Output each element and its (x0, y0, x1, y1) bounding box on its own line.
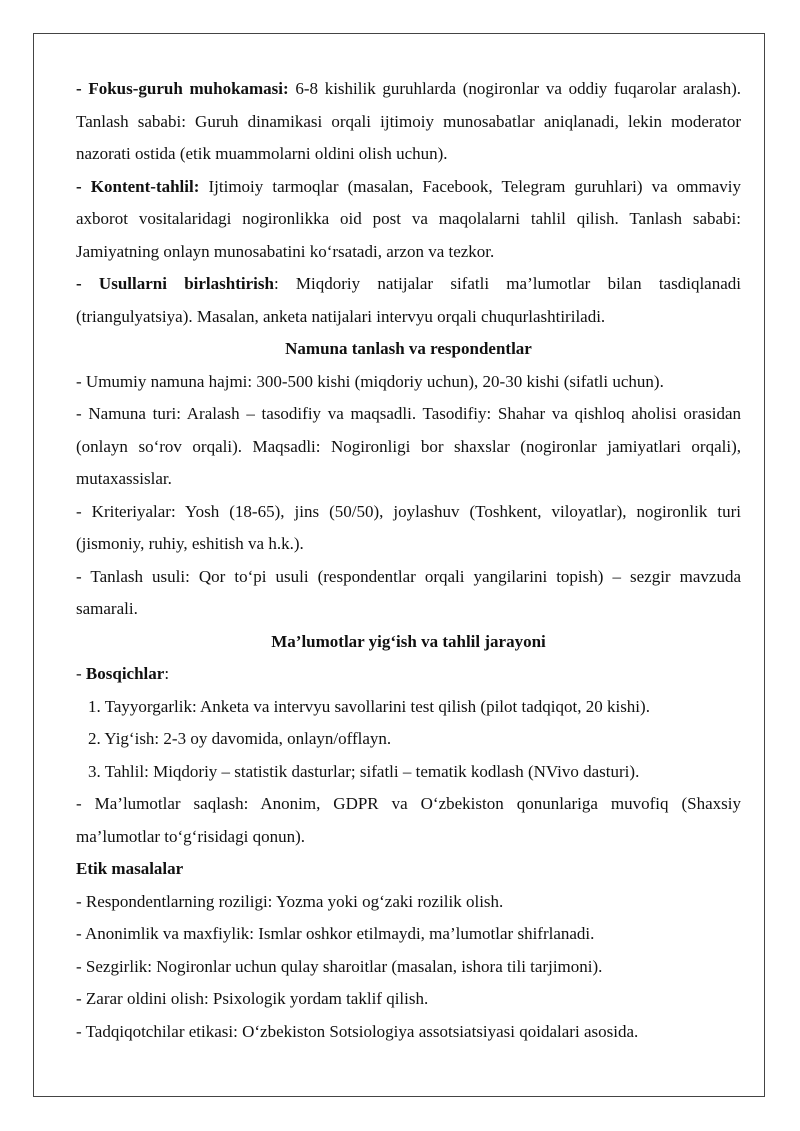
ethics-item: - Respondentlarning roziligi: Yozma yoki og‘zaki rozilik olish. (76, 891, 504, 911)
sample-item: - Tanlash usuli: Qor to‘pi usuli (respondentlar orqali yangilarini topish) – sezgir mavzuda samarali. (76, 566, 741, 618)
ethics-item: - Zarar oldini olish: Psixologik yordam taklif qilish. (76, 989, 429, 1008)
section-heading-process: Ma’lumotlar yig‘ish va tahlil jarayoni (271, 631, 546, 651)
ethics-item: - Tadqiqotchilar etikasi: O‘zbekiston Sotsiologiya assotsiatsiyasi qoidalari asosida. (76, 1021, 639, 1041)
document-body (76, 73, 741, 1048)
stages-label: - Bosqichlar: (76, 664, 170, 683)
method-term: Usullarni birlashtirish (98, 274, 274, 293)
method-focus-group: - Fokus-guruh muhokamasi: 6-8 kishilik guruhlarda (nogironlar va oddiy fuqarolar aralash). Tanlash sababi: Guruh dinamikasi orqali ijtimoiy munosabatlar aniqlanadi, lekin moderator nazorati ostida (etik muammolarni oldini olish uchun). (76, 79, 741, 163)
storage-item: - Ma’lumotlar saqlash: Anonim, GDPR va O‘zbekiston qonunlariga muvofiq (Shaxsiy ma’lumotlar to‘g‘risidagi qonun). (76, 794, 741, 846)
sample-item: - Kriteriyalar: Yosh (18-65), jins (50/50), joylashuv (Toshkent, viloyatlar), nogironlik turi (jismoniy, ruhiy, eshitish va h.k.). (76, 501, 741, 553)
stage-step: 3. Tahlil: Miqdoriy – statistik dasturlar; sifatli – tematik kodlash (NVivo dasturi). (88, 761, 640, 781)
section-heading-ethics: Etik masalalar (76, 859, 184, 878)
method-term: Kontent-tahlil: (90, 176, 200, 196)
stage-step: 2. Yig‘ish: 2-3 oy davomida, onlayn/offlayn. (88, 729, 392, 748)
method-term: Fokus-guruh muhokamasi: (88, 79, 289, 98)
ethics-item: - Sezgirlik: Nogironlar uchun qulay sharoitlar (masalan, ishora tili tarjimoni). (76, 956, 603, 976)
method-content-analysis: - Kontent-tahlil: Ijtimoiy tarmoqlar (masalan, Facebook, Telegram guruhlari) va ommaviy axborot vositalaridagi nogironlikka oid post va maqolalarni tahlil qilish. Tanlash sababi: Jamiyatning onlayn munosabatini ko‘rsatadi, arzon va tezkor. (76, 176, 741, 261)
method-combining: - Usullarni birlashtirish: Miqdoriy natijalar sifatli ma’lumotlar bilan tasdiqlanadi (triangulyatsiya). Masalan, anketa natijalari intervyu orqali chuqurlashtiriladi. (76, 274, 741, 326)
ethics-item: - Anonimlik va maxfiylik: Ismlar oshkor etilmaydi, ma’lumotlar shifrlanadi. (76, 924, 595, 943)
sample-item: - Namuna turi: Aralash – tasodifiy va maqsadli. Tasodifiy: Shahar va qishloq aholisi orasidan (onlayn so‘rov orqali). Maqsadli: Nogironligi bor shaxslar (nogironlar jamiyatlari orqali), mutaxassislar. (76, 404, 741, 488)
sample-item: - Umumiy namuna hajmi: 300-500 kishi (miqdoriy uchun), 20-30 kishi (sifatli uchun). (76, 371, 664, 391)
stage-step: 1. Tayyorgarlik: Anketa va intervyu savollarini test qilish (pilot tadqiqot, 20 kishi). (88, 696, 650, 716)
section-heading-sample: Namuna tanlash va respondentlar (285, 339, 532, 358)
